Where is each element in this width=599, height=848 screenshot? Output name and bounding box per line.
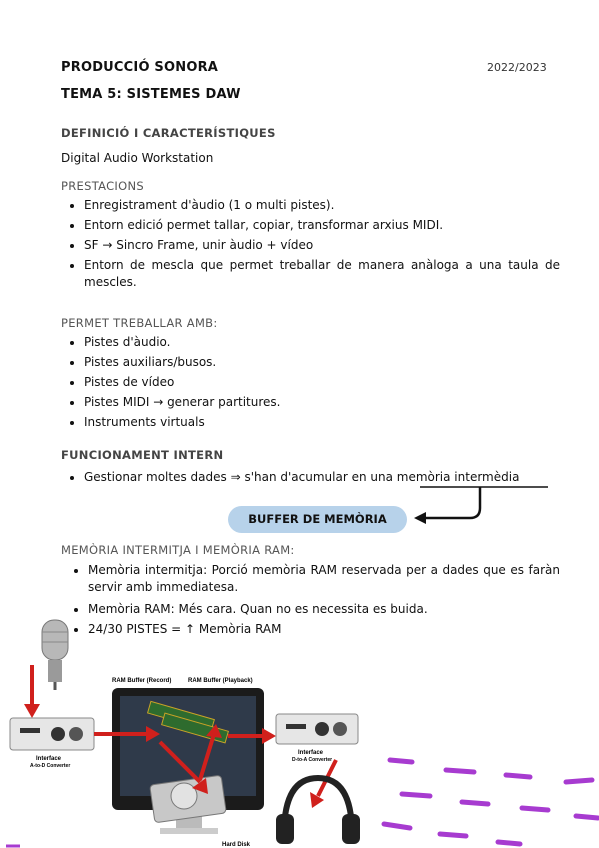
decorative-dashes <box>384 760 598 844</box>
features-heading: PRESTACIONS <box>61 179 144 193</box>
list-item: • Pistes d'àudio. <box>84 334 560 351</box>
list-item: • Entorn edició permet tallar, copiar, transformar arxius MIDI. <box>84 217 560 234</box>
interface-out-icon <box>276 714 358 744</box>
school-year: 2022/2023 <box>487 61 547 74</box>
list-item: • Pistes de vídeo <box>84 374 560 391</box>
buffer-badge: BUFFER DE MEMÒRIA <box>228 506 407 533</box>
buffer-arrow <box>400 480 560 530</box>
list-item: • Entorn de mescla que permet treballar de manera anàloga a una taula de mescles. <box>84 257 560 291</box>
interface-out-sub: D-to-A Converter <box>292 757 333 763</box>
ram-playback-label: RAM Buffer (Playback) <box>188 678 253 684</box>
internal-item-highlight: memòria intermèdia <box>396 470 520 484</box>
microphone-icon <box>42 620 68 690</box>
list-item: • Memòria intermitja: Porció memòria RAM reservada per a dades que es faràn servir amb immediatesa. <box>88 562 560 596</box>
interface-in-sub: A-to-D Converter <box>30 763 71 769</box>
interface-in-icon <box>10 718 94 750</box>
list-item: • Pistes MIDI → generar partitures. <box>84 394 560 411</box>
interface-out-label: Interface <box>298 750 324 756</box>
ram-record-label: RAM Buffer (Record) <box>112 678 172 684</box>
interface-in-label: Interface <box>36 756 62 762</box>
memory-heading: MEMÒRIA INTERMITJA I MEMÒRIA RAM: <box>61 543 295 557</box>
daw-signal-diagram <box>0 610 599 848</box>
works-with-heading: PERMET TREBALLAR AMB: <box>61 316 218 330</box>
list-item: • 24/30 PISTES = ↑ Memòria RAM <box>88 621 560 638</box>
course-title: PRODUCCIÓ SONORA <box>61 60 219 75</box>
list-item: • SF → Sincro Frame, unir àudio + vídeo <box>84 237 560 254</box>
works-with-list <box>64 334 560 434</box>
internal-item-text: Gestionar moltes dades ⇒ s'han d'acumular en una <box>84 470 397 484</box>
list-item: • Instruments virtuals <box>84 414 560 431</box>
features-list <box>64 197 560 294</box>
headphones-icon <box>276 778 360 844</box>
internal-heading: FUNCIONAMENT INTERN <box>61 448 224 462</box>
list-item: • Memòria RAM: Més cara. Quan no es necessita es buida. <box>88 601 560 618</box>
hard-disk-label: Hard Disk <box>222 842 251 848</box>
definition-heading: DEFINICIÓ I CARACTERÍSTIQUES <box>61 126 276 140</box>
list-item: • Pistes auxiliars/busos. <box>84 354 560 371</box>
list-item: • Enregistrament d'àudio (1 o multi pistes). <box>84 197 560 214</box>
definition-text: Digital Audio Workstation <box>61 151 214 165</box>
topic-title: TEMA 5: SISTEMES DAW <box>61 87 241 102</box>
